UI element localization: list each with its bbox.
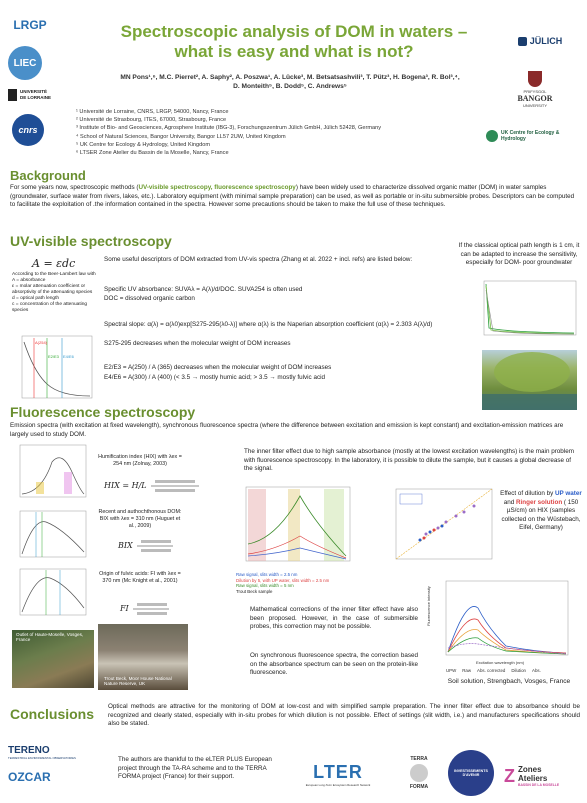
hix-equation <box>104 478 201 494</box>
authors-line1: MN Pons¹,⁶, M.C. Pierret², A. Saphy², A. Poszwa¹, A. Lücke³, M. Betsatsashvili³, T. Pütz³, H. Bogena³, R. Bol³,⁴, <box>120 74 460 81</box>
acknowledgements: The authors are thankful to the eLTER PLUS European project through the TA-RA scheme and to the TERRA FORMA project (France) for their support. <box>118 756 272 781</box>
sync-legend-abs: Abs. <box>532 668 541 673</box>
fi-equation <box>120 601 171 617</box>
bangor-line1: PRIFYSGOL <box>523 88 547 94</box>
fi-spectrum-chart <box>12 566 88 622</box>
conclusions-text: Optical methods are attractive for the monitoring of DOM at low-cost and with simplified sample preparation. The inner filter effect due to absorbance should be recognized and clearly stated, especially with in-situ probes for which dilution is not possible. Effect of settings (slit width, i.e.) and manufacturers specifications should also be stated. <box>108 703 580 728</box>
hix-fraction-icon <box>149 478 201 494</box>
legend-raw-2-5: Raw signal, slits width = 2.5 nm <box>236 572 298 577</box>
sync-xaxis-label: Excitation wavelength (nm) <box>476 660 525 665</box>
background-text-part1: For some years now, spectroscopic methods ( <box>10 184 139 191</box>
uv-suva: Specific UV absorbance: SUVAλ = A(λ)/d/DOC. SUVA254 is often used <box>104 286 303 293</box>
dilution-text-a: Effect of dilution by <box>500 490 555 497</box>
uv-e4e6: E4/E6 = A(300) / A (400) (< 3.5 → mostly humic acid; > 3.5 → mostly fulvic acid <box>104 374 326 381</box>
poster-title <box>95 22 493 62</box>
bix-equation-text: BIX <box>118 541 133 550</box>
uv-doc: DOC = dissolved organic carbon <box>104 295 195 302</box>
fi-equation-text: FI <box>120 604 129 613</box>
e2e3-label: E2/E3 <box>48 354 59 359</box>
bix-equation <box>118 538 175 554</box>
cnrs-logo <box>12 114 44 146</box>
ozcar-text: OZCAR <box>8 770 51 784</box>
affiliation-3: ³ Institute of Bio- and Geosciences, Agrosphere Institute (IBG-3), Forschungszentrum Jülich GmbH, Jülich 52428, Germany <box>76 125 381 132</box>
za-mark-icon: Z <box>504 765 515 786</box>
slit-legend <box>236 572 396 594</box>
julich-logo <box>500 32 580 50</box>
investissements-logo <box>448 750 494 796</box>
invest-text: INVESTISSEMENTS D'AVENIR <box>454 769 488 777</box>
beer-lambert-equation: A = εdc <box>32 257 76 270</box>
affiliations <box>76 108 486 157</box>
julich-logo-text: JÜLICH <box>529 36 563 46</box>
background-highlight: UV-visible spectroscopy, fluorescence spectroscopy <box>138 184 296 191</box>
lter-text: LTER <box>313 761 363 782</box>
conclusions-heading: Conclusions <box>10 706 95 722</box>
sync-yaxis-label: Fluorescence intensity <box>426 586 431 626</box>
haute-moselle-photo <box>12 630 94 688</box>
affiliation-4: ⁴ School of Natural Sciences, Bangor University, Bangor LL57 2UW, United Kingdom <box>76 133 286 140</box>
bangor-line2: BANGOR <box>517 93 553 103</box>
zones-ateliers-logo <box>504 758 582 794</box>
hix-title: Humification index (HIX) with λex = 254 nm (Zolnay, 2003) <box>98 454 182 467</box>
affiliation-5: ⁵ UK Centre for Ecology & Hydrology, United Kingdom <box>76 141 211 148</box>
dilution-text <box>500 490 582 533</box>
fluo-heading: Fluorescence spectroscopy <box>10 404 196 420</box>
hix-spectrum-chart <box>12 442 88 504</box>
e4e6-label: E4/E6 <box>63 354 74 359</box>
fi-title: Origin of fulvic acids: FI with λex = 370 nm (Mc Knight et al., 2001) <box>99 571 181 584</box>
uv-groundwater-chart <box>476 278 580 344</box>
bix-title: Recent and authochthonous DOM: BIX with λex = 310 nm (Huguet et al., 2009) <box>98 509 182 529</box>
sync-legend <box>446 668 582 674</box>
trout-beck-photo <box>98 624 188 690</box>
hix-dilution-scatter <box>386 486 496 570</box>
ul-logo-line2: DE LORRAINE <box>20 95 52 100</box>
terra-forma-logo <box>400 752 438 794</box>
legend-raw-5: Raw signal, slits width = 5 nm <box>236 583 294 589</box>
dilution-up-water: UP water <box>555 490 582 497</box>
math-correction-text: Mathematical corrections of the inner filter effect have also been proposed. However, in the case of submersible probes, this correction may not be possible. <box>250 606 418 631</box>
legend-dilution: Dilution by 5, with UP water, slits width = 2.5 nm <box>236 577 330 583</box>
liec-logo <box>8 46 42 80</box>
bix-spectrum-chart <box>12 508 88 564</box>
tereno-logo <box>8 741 78 763</box>
title-line1: Spectroscopic analysis of DOM in waters – <box>120 22 468 41</box>
bangor-logo <box>502 64 568 114</box>
dilution-ringer: Ringer solution <box>515 498 563 506</box>
affiliation-2: ² Université de Strasbourg, ITES, 67000, Strasbourg, France <box>76 117 227 124</box>
ukceh-logo <box>486 124 582 148</box>
background-text <box>10 184 578 210</box>
dilution-and: and <box>503 498 516 506</box>
cnrs-logo-text: cnrs <box>18 125 38 135</box>
soil-caption: Soil solution, Strengbach, Vosges, France <box>447 678 571 685</box>
ul-mark-icon <box>8 89 17 101</box>
sync-legend-abs-corr: Abs. corrected <box>477 668 506 673</box>
sync-legend-raw: Raw <box>462 668 472 673</box>
willow-photo <box>482 350 577 410</box>
ul-logo <box>8 84 70 106</box>
photo2-caption: Trout Beck, Moor House National Nature Reserve, UK <box>104 676 172 686</box>
liec-logo-text: LIEC <box>13 57 37 69</box>
ukceh-logo-text: UK Centre for Ecology & Hydrology <box>501 130 560 142</box>
bangor-line3: UNIVERSITY <box>522 102 547 108</box>
affiliation-1: ¹ Université de Lorraine, CNRS, LRGP, 54000, Nancy, France <box>76 109 229 115</box>
julich-mark-icon <box>518 37 527 46</box>
tereno-text: TERENO <box>8 744 50 756</box>
uv-absorbance-chart <box>12 332 96 408</box>
a254-label: A(254) <box>35 340 48 345</box>
ukceh-mark-icon <box>486 130 498 142</box>
uv-path-text: If the classical optical path length is 1 cm, it can be adapted to increase the sensitivity, especially for DOM- poor groundwater <box>458 242 580 267</box>
sync-legend-upw: UPW <box>446 668 457 673</box>
uv-slope1: Spectral slope: α(λ) = α(λ0)exp[S275-295(λ0-λ)] where α(λ) is the Naperian absorption coefficient (α(λ) = 2.303 A(λ)/d) <box>104 321 433 328</box>
affiliation-6: ⁶ LTSER Zone Atelier du Bassin de la Moselle, Nancy, France <box>76 150 229 157</box>
background-text-part2: ) have been widely used to characterize dissolved organic matter (DOM) in water samples (groundwater, surface water from rivers, lakes, etc.). Laboratory equipment (with minimal sample preparation) can be used, as well as portable or in-situ submersible probes. Descriptors can be computed to facilitate the exploitation of .the information contained in the spectra. However some precautions should be taken to make the full use of these techniques. <box>10 184 575 209</box>
uv-e2e3: E2/E3 = A(250) / A (365) decreases when the molecular weight of DOM increases <box>104 364 332 371</box>
lter-logo <box>298 752 378 796</box>
synchronous-text: On synchronous fluorescence spectra, the correction based on the absorbance spectrum can be seen on the protein-like fluorescence. <box>250 652 418 677</box>
uv-intro: Some useful descriptors of DOM extracted from UV-vis spectra (Zhang et al. 2022 + incl. refs) are listed below: <box>104 256 413 263</box>
bangor-crest-icon <box>528 71 542 87</box>
za-line2: Ateliers <box>518 774 548 783</box>
background-heading: Background <box>10 168 86 183</box>
uv-slope2: S275-295 decreases when the molecular weight of DOM increases <box>104 340 291 347</box>
photo1-caption: Outlet of Haute-Moselle, Vosges, France <box>16 632 84 642</box>
authors-line2: D. Monteith⁵, B. Dodd⁵, C. Andrews⁵ <box>233 82 347 90</box>
authors <box>85 74 495 91</box>
fluo-intro: Emission spectra (with excitation at fixed wavelength), synchronous fluorescence spectra (where the difference between excitation and emission is kept constant) and excitation-emission matrices are largely used to study DOM. <box>10 422 564 438</box>
inner-filter-text: The inner filter effect due to high sample absorbance (mostly at the lowest excitation wavelengths) is the main problem with fluorescence spectroscopy. In the laboratory, it is possible to dilute the sample, but it causes a global decrease of the signal. <box>244 448 574 473</box>
slit-comparison-chart <box>236 484 354 570</box>
terra-text: TERRA <box>410 756 428 762</box>
za-line3: BASSIN DE LA MOSELLE <box>518 783 560 787</box>
hix-equation-text: HIX = H/L <box>104 481 147 490</box>
title-line2: what is easy and what is not? <box>174 42 414 61</box>
synchronous-chart <box>426 578 582 674</box>
fi-fraction-icon <box>131 601 171 617</box>
terra-mark-icon <box>410 764 428 782</box>
legend-trout-beck: Trout Beck sample <box>236 588 273 594</box>
lrgp-logo <box>10 8 50 42</box>
ozcar-logo <box>8 766 72 788</box>
bix-fraction-icon <box>135 538 175 554</box>
sync-legend-dilution: Dilution <box>511 668 527 673</box>
beer-lambert-text: According to the Beer-Lambert law with A = absorbance ε = molar attenuation coefficient or absorptivity of the attenuating species d = optical path length c = concentration of the attenuating species <box>12 272 96 313</box>
tereno-sub: TERRESTRIAL ENVIRONMENTAL OBSERVATORIES <box>8 755 76 760</box>
willow-tree-icon <box>482 350 577 410</box>
lrgp-logo-text: LRGP <box>13 18 47 32</box>
lter-sub: European Long-Term Ecosystem Research Network <box>305 782 371 787</box>
dilution-text-b: ( 150 µS/cm) on HIX (samples collected on the Wüstebach, Eifel, Germany) <box>501 498 581 532</box>
uv-heading: UV-visible spectroscopy <box>10 233 172 249</box>
forma-text: FORMA <box>409 784 429 790</box>
za-line1: Zones <box>518 765 542 774</box>
ul-logo-line1: UNIVERSITÉ <box>20 89 48 94</box>
